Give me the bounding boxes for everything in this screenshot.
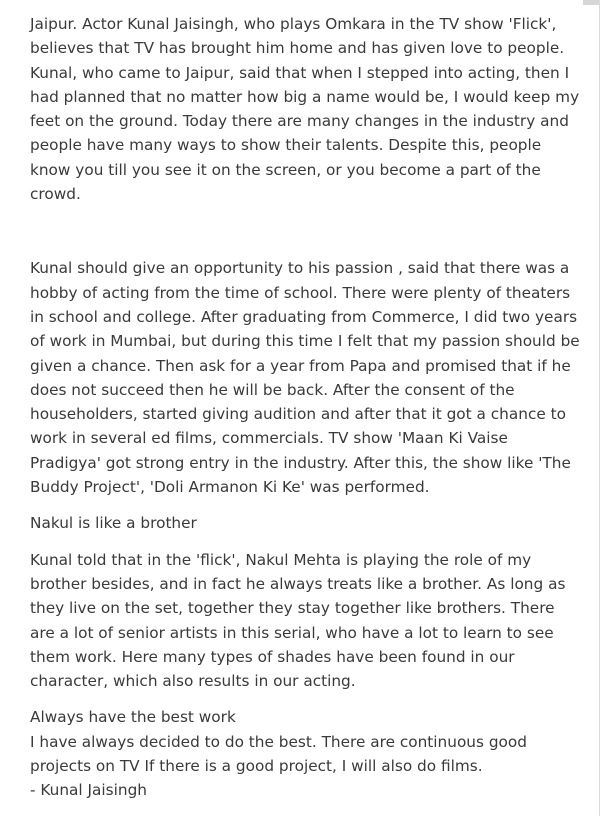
scrollbar-thumb[interactable] bbox=[583, 0, 599, 5]
paragraph-passion: Kunal should give an opportunity to his passion , said that there was a hobby of acting from the time of school. There were plenty of theaters in school and college. After graduating from Commerce, I did two years of work in Mumbai, but during this time I felt that my passion should be given a chance. Then ask for a year from Papa and promised that if he does not succeed then he will be back. After the consent of the householders, started giving audition and after that it got a chance to work in several ed films, commercials. TV show 'Maan Ki Vaise Pradigya' got strong entry in the industry. After this, the show like 'The Buddy Project', 'Doli Armanon Ki Ke' was performed. bbox=[30, 259, 580, 497]
subheading-nakul: Nakul is like a brother bbox=[30, 514, 197, 533]
subheading-best-work: Always have the best work bbox=[30, 708, 236, 727]
paragraph-brother: Kunal told that in the 'flick', Nakul Mehta is playing the role of my brother besides, and in fact he always treats like a brother. As long as they live on the set, together they stay together like brothers. There are a lot of senior artists in this serial, who have a lot to learn to see them work. Here many types of shades have been found in our character, which also results in our acting. bbox=[30, 550, 566, 691]
paragraph-intro: Jaipur. Actor Kunal Jaisingh, who plays Omkara in the TV show 'Flick', believes that TV has brought him home and has given love to people. Kunal, who came to Jaipur, said that when I stepped into acting, then I had planned that no matter how big a name would be, I would keep my feet on the ground. Today there are many changes in the industry and people have many ways to show their talents. Despite this, people know you till you see it on the screen, or you become a part of the crowd. bbox=[30, 15, 580, 204]
signature: - Kunal Jaisingh bbox=[30, 781, 147, 800]
paragraph-best-work: I have always decided to do the best. There are continuous good projects on TV If there is a good project, I will also do films. bbox=[30, 732, 527, 776]
article-body bbox=[30, 12, 582, 803]
